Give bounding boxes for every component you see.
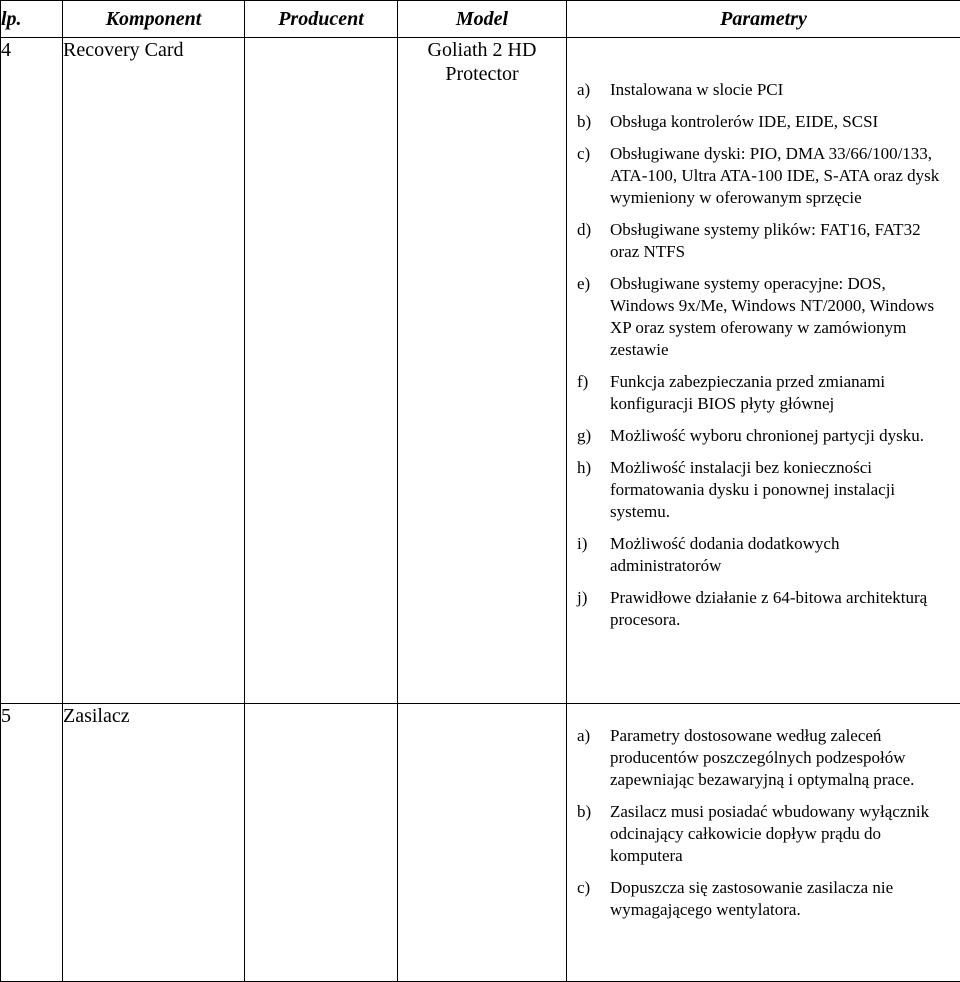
list-item	[567, 111, 960, 133]
list-item	[567, 273, 960, 361]
item-text: Zasilacz musi posiadać wbudowany wyłącznik odcinający całkowicie dopływ prądu do komputera	[610, 802, 930, 865]
row-number: 5	[1, 704, 63, 982]
item-marker: d)	[577, 220, 592, 239]
item-text: Możliwość instalacji bez konieczności formatowania dysku i ponownej instalacji systemu.	[610, 458, 896, 521]
list-item	[567, 143, 960, 209]
list-item	[567, 725, 960, 791]
item-marker: f)	[577, 372, 589, 391]
component-name: Recovery Card	[63, 38, 245, 704]
header-parametry: Parametry	[567, 1, 960, 38]
item-marker: i)	[577, 534, 588, 553]
item-text: Obsługiwane systemy operacyjne: DOS, Windows 9x/Me, Windows NT/2000, Windows XP oraz system oferowany w zamówionym zestawie	[610, 274, 935, 359]
item-text: Parametry dostosowane według zaleceń producentów poszczególnych podzespołów zapewniając bezawaryjną i optymalną prace.	[610, 726, 915, 789]
item-text: Dopuszcza się zastosowanie zasilacza nie wymagającego wentylatora.	[610, 878, 894, 919]
item-marker: e)	[577, 274, 591, 293]
producer-cell	[245, 704, 398, 982]
item-marker: j)	[577, 588, 588, 607]
item-marker: a)	[577, 726, 591, 745]
table-row	[1, 704, 960, 982]
list-item	[567, 371, 960, 415]
item-marker: g)	[577, 426, 592, 445]
item-marker: b)	[577, 112, 592, 131]
list-item	[567, 457, 960, 523]
component-name: Zasilacz	[63, 704, 245, 982]
item-text: Możliwość wyboru chronionej partycji dysku.	[610, 426, 924, 445]
item-text: Obsługiwane dyski: PIO, DMA 33/66/100/133, ATA-100, Ultra ATA-100 IDE, S-ATA oraz dysk wymieniony w oferowanym sprzęcie	[610, 144, 940, 207]
list-item	[567, 801, 960, 867]
table-row	[1, 38, 960, 704]
parameters-list	[567, 38, 960, 631]
producer-cell	[245, 38, 398, 704]
list-item	[567, 587, 960, 631]
header-komponent: Komponent	[63, 1, 245, 38]
parameters-cell	[567, 38, 960, 704]
list-item	[567, 219, 960, 263]
list-item	[567, 877, 960, 921]
row-number: 4	[1, 38, 63, 704]
item-text: Obsługa kontrolerów IDE, EIDE, SCSI	[610, 112, 879, 131]
item-text: Obsługiwane systemy plików: FAT16, FAT32 oraz NTFS	[610, 220, 921, 261]
list-item	[567, 79, 960, 101]
item-marker: c)	[577, 144, 591, 163]
model-cell	[398, 38, 567, 704]
header-model: Model	[398, 1, 567, 38]
item-text: Funkcja zabezpieczania przed zmianami konfiguracji BIOS płyty głównej	[610, 372, 886, 413]
parameters-cell	[567, 704, 960, 982]
header-lp: lp.	[1, 1, 63, 38]
model-line: Protector	[445, 63, 519, 85]
header-row	[1, 1, 960, 38]
list-item	[567, 425, 960, 447]
item-marker: h)	[577, 458, 592, 477]
item-marker: c)	[577, 878, 591, 897]
parameters-list	[567, 704, 960, 921]
model-cell	[398, 704, 567, 982]
item-text: Możliwość dodania dodatkowych administratorów	[610, 534, 840, 575]
item-text: Prawidłowe działanie z 64-bitowa architekturą procesora.	[610, 588, 928, 629]
list-item	[567, 533, 960, 577]
model-line: Goliath 2 HD	[427, 39, 537, 61]
header-producent: Producent	[245, 1, 398, 38]
item-marker: b)	[577, 802, 592, 821]
item-text: Instalowana w slocie PCI	[610, 80, 784, 99]
item-marker: a)	[577, 80, 591, 99]
